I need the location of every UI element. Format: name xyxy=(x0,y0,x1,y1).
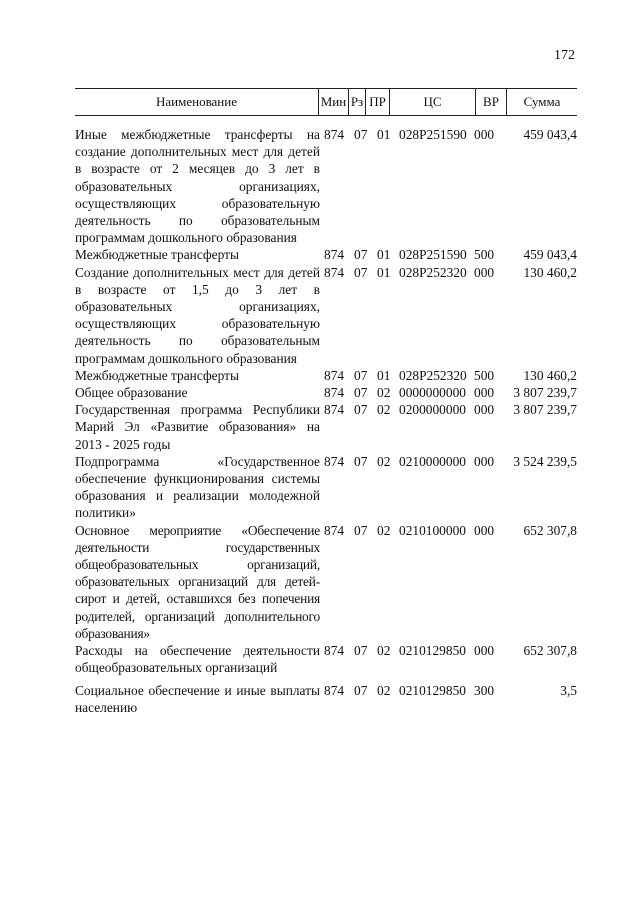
row-rz: 07 xyxy=(354,264,368,280)
row-rz: 07 xyxy=(354,385,368,401)
row-sum: 3,5 xyxy=(560,682,577,698)
row-sum: 652 307,8 xyxy=(523,643,577,659)
row-pr: 02 xyxy=(377,522,391,538)
row-vr: 000 xyxy=(474,402,495,418)
row-vr: 000 xyxy=(474,643,495,659)
row-cs: 028P252320 xyxy=(399,264,467,280)
row-pr: 02 xyxy=(377,643,391,659)
row-sum: 459 043,4 xyxy=(523,247,577,263)
table-row xyxy=(75,126,577,246)
row-vr: 000 xyxy=(474,453,495,469)
row-min: 874 xyxy=(324,682,345,698)
row-sum: 459 043,4 xyxy=(523,127,577,142)
table-row xyxy=(75,642,577,676)
row-pr: 01 xyxy=(377,247,391,263)
row-vr: 500 xyxy=(474,247,495,263)
row-rz: 07 xyxy=(354,643,368,659)
row-sum: 130 460,2 xyxy=(523,367,577,383)
row-vr: 000 xyxy=(474,264,495,280)
row-min: 874 xyxy=(324,367,345,383)
table-row xyxy=(75,264,577,367)
row-vr: 000 xyxy=(474,522,495,538)
row-rz: 07 xyxy=(354,247,368,263)
row-name: Расходы на обеспечение деятельности общеобразовательных организаций xyxy=(75,643,320,676)
row-vr: 500 xyxy=(474,367,495,383)
row-rz: 07 xyxy=(354,682,368,698)
table-header xyxy=(75,88,577,116)
row-pr: 01 xyxy=(377,367,391,383)
row-rz: 07 xyxy=(354,453,368,469)
row-name: Социальное обеспечение и иные выплаты населению xyxy=(75,682,320,715)
row-min: 874 xyxy=(324,453,345,469)
row-rz: 07 xyxy=(354,127,368,142)
table-row xyxy=(75,384,577,401)
table-body xyxy=(75,126,577,716)
row-cs: 0000000000 xyxy=(399,385,466,401)
row-rz: 07 xyxy=(354,367,368,383)
row-min: 874 xyxy=(324,247,345,263)
row-name: Общее образование xyxy=(75,385,188,401)
header-rz: Рз xyxy=(348,89,365,115)
table-row xyxy=(75,401,577,453)
row-name: Основное мероприятие «Обеспечение деятельности государственных общеобразовательных организаций, образовательных организаций для детей-сирот и детей, оставшихся без попечения родителей, организаций дополнительного образования» xyxy=(75,522,320,641)
table-row xyxy=(75,682,577,716)
row-pr: 01 xyxy=(377,127,391,142)
row-min: 874 xyxy=(324,522,345,538)
row-pr: 01 xyxy=(377,264,391,280)
row-cs: 028P251590 xyxy=(399,127,467,142)
row-pr: 02 xyxy=(377,385,391,401)
row-cs: 028P252320 xyxy=(399,367,467,383)
row-cs: 0210000000 xyxy=(399,453,466,469)
row-cs: 0210129850 xyxy=(399,643,466,659)
header-pr: ПР xyxy=(365,89,389,115)
row-pr: 02 xyxy=(377,402,391,418)
row-rz: 07 xyxy=(354,402,368,418)
row-min: 874 xyxy=(324,127,345,142)
row-sum: 3 524 239,5 xyxy=(513,453,577,469)
table-row xyxy=(75,367,577,384)
row-min: 874 xyxy=(324,402,345,418)
row-name: Межбюджетные трансферты xyxy=(75,367,239,383)
table-row xyxy=(75,246,577,263)
row-cs: 028P251590 xyxy=(399,247,467,263)
row-cs: 0210129850 xyxy=(399,682,466,698)
row-sum: 652 307,8 xyxy=(523,522,577,538)
row-name: Подпрограмма «Государственное обеспечение функционирования системы образования и реализации молодежной политики» xyxy=(75,453,320,521)
row-name: Иные межбюджетные трансферты на создание дополнительных мест для детей в возрасте от 2 месяцев до 3 лет в образовательных организациях, осуществляющих образовательную деятельность по образовательным программам дошкольного образования xyxy=(75,127,320,246)
header-vr: ВР xyxy=(475,89,506,115)
row-min: 874 xyxy=(324,385,345,401)
header-sum: Сумма xyxy=(506,89,577,115)
row-name: Создание дополнительных мест для детей в возрасте от 1,5 до 3 лет в образовательных организациях, осуществляющих образовательную деятельность по образовательным программам дошкольного образования xyxy=(75,264,320,366)
table-row xyxy=(75,522,577,642)
row-pr: 02 xyxy=(377,682,391,698)
header-min: Мин xyxy=(318,89,348,115)
row-name: Государственная программа Республики Марий Эл «Развитие образования» на 2013 - 2025 годы xyxy=(75,402,320,452)
row-sum: 3 807 239,7 xyxy=(513,402,577,418)
row-sum: 3 807 239,7 xyxy=(513,385,577,401)
row-rz: 07 xyxy=(354,522,368,538)
table-row xyxy=(75,453,577,522)
row-sum: 130 460,2 xyxy=(523,264,577,280)
row-vr: 000 xyxy=(474,385,495,401)
header-name: Наименование xyxy=(156,94,237,109)
row-min: 874 xyxy=(324,264,345,280)
row-vr: 000 xyxy=(474,127,495,142)
header-cs: ЦС xyxy=(389,89,475,115)
row-pr: 02 xyxy=(377,453,391,469)
row-vr: 300 xyxy=(474,682,495,698)
page-number: 172 xyxy=(554,48,575,63)
row-cs: 0200000000 xyxy=(399,402,466,418)
row-cs: 0210100000 xyxy=(399,522,466,538)
row-name: Межбюджетные трансферты xyxy=(75,247,239,263)
row-min: 874 xyxy=(324,643,345,659)
